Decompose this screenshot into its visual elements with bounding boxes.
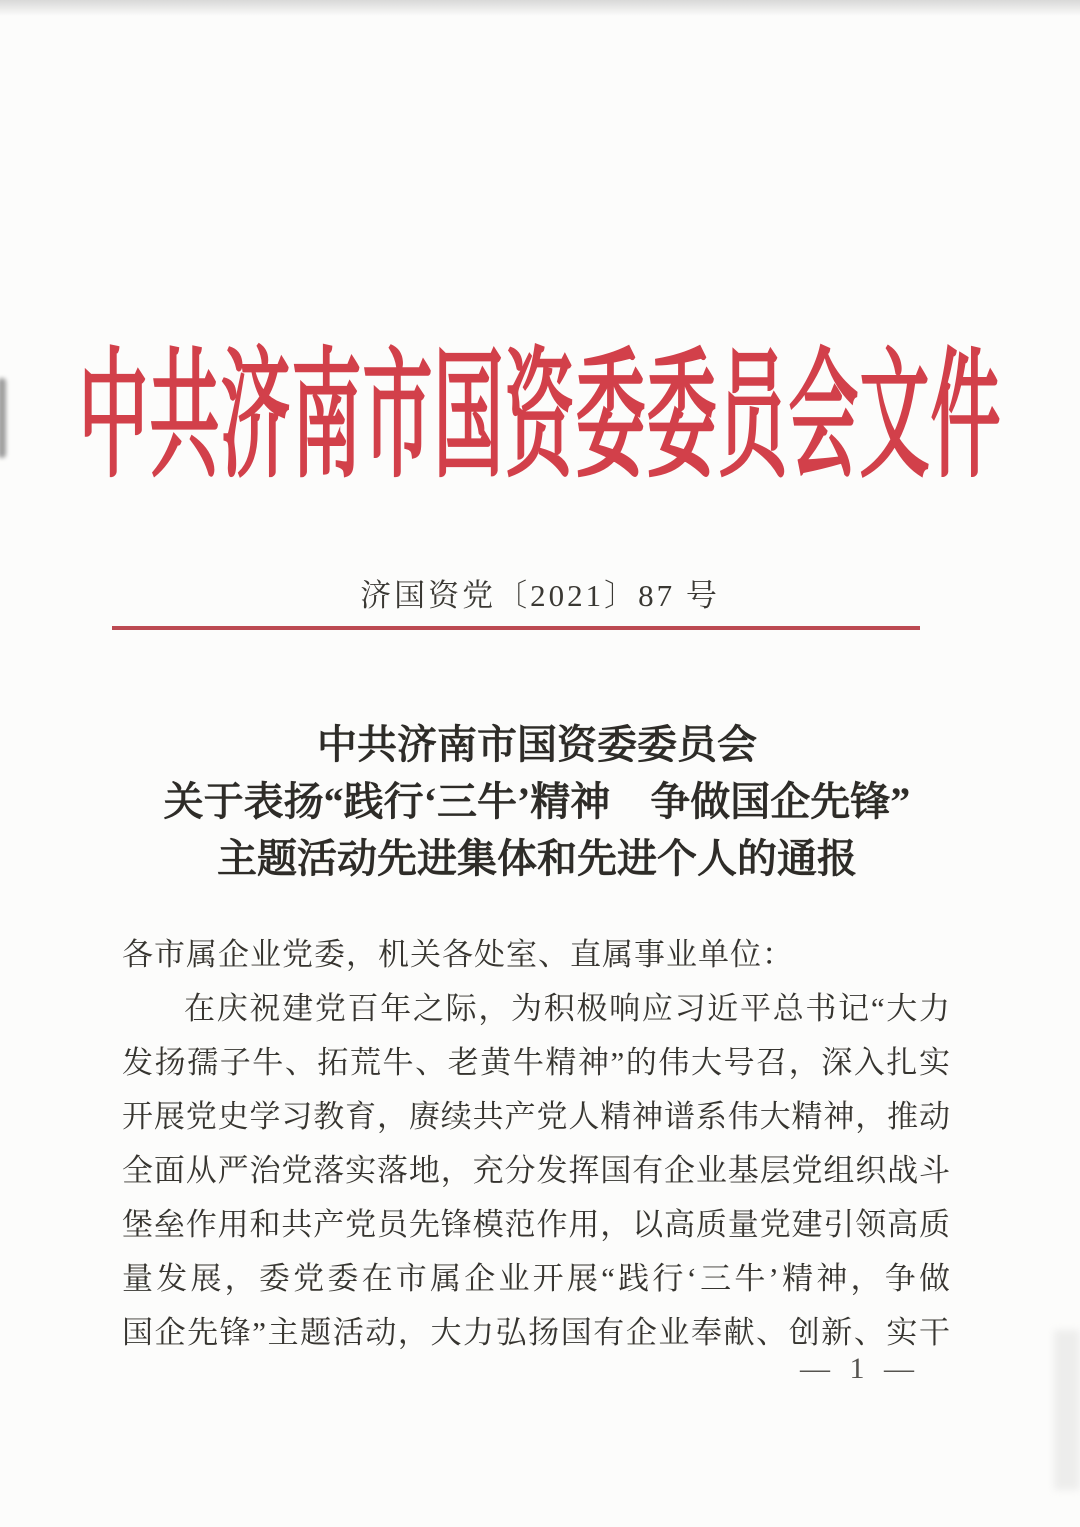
- scan-artifact-top-shade: [0, 0, 1080, 16]
- red-separator-line: [112, 626, 920, 630]
- document-banner-title: 中共济南市国资委委员会文件: [78, 342, 1002, 496]
- document-title-line: 中共济南市国资委委员会: [317, 722, 757, 767]
- page-number: — 1 —: [800, 1352, 920, 1385]
- document-body: [122, 928, 950, 1360]
- salutation-line: 各市属企业党委，机关各处室、直属事业单位：: [122, 937, 794, 972]
- body-text-line: 发扬孺子牛、拓荒牛、老黄牛精神”的伟大号召，深入扎实: [122, 1045, 950, 1080]
- scan-artifact-right-shade: [1054, 1330, 1080, 1490]
- document-number: 济国资党〔2021〕87 号: [360, 578, 720, 613]
- body-text-line: 国企先锋”主题活动，大力弘扬国有企业奉献、创新、实干: [122, 1315, 950, 1350]
- document-title: [122, 716, 952, 887]
- document-title-line: 关于表扬“践行‘三牛’精神 争做国企先锋”: [163, 779, 911, 824]
- document-title-line: 主题活动先进集体和先进个人的通报: [217, 836, 857, 881]
- body-text-line: 全面从严治党落实落地，充分发挥国有企业基层党组织战斗: [122, 1153, 950, 1188]
- body-text-line: 量发展，委党委在市属企业开展“践行‘三牛’精神，争做: [122, 1261, 950, 1296]
- body-text-line: 开展党史学习教育，赓续共产党人精神谱系伟大精神，推动: [122, 1099, 950, 1134]
- body-text-line: 在庆祝建党百年之际，为积极响应习近平总书记“大力: [184, 991, 950, 1026]
- body-text-line: 堡垒作用和共产党员先锋模范作用，以高质量党建引领高质: [122, 1207, 950, 1242]
